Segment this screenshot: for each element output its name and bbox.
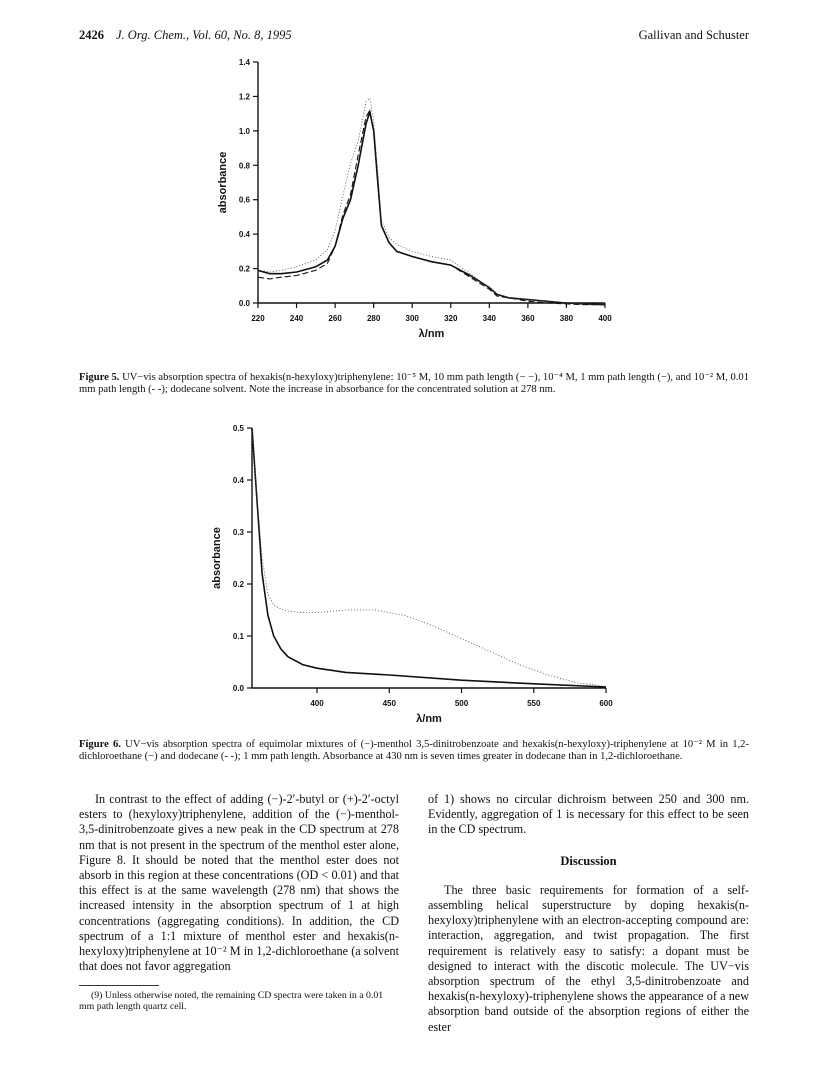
figure-6-label: Figure 6. [79, 739, 121, 750]
footnote: (9) Unless otherwise noted, the remaining CD spectra were taken in a 0.01 mm path length quartz cell. [79, 990, 384, 1013]
x-tick-label: 320 [444, 314, 458, 323]
series-line-dotted [252, 428, 606, 686]
running-authors: Gallivan and Schuster [638, 28, 749, 42]
figure-6-caption [79, 739, 749, 764]
y-tick-label: 0.2 [238, 264, 250, 274]
left-column [79, 792, 399, 974]
x-tick-label: 220 [251, 314, 265, 323]
right-paragraph-2: The three basic requirements for formation of a self-assembling helical superstructure by doping hexakis(n-hexyloxy)triphenylene with an electron-accepting compound are: interaction, aggregation, and twist propagation. The first requirement is relatively easy to satisfy: a dopant must be designed to interact with the discotic molecule. The UV−vis absorption spectrum of the ethyl 3,5-dinitrobenzoate and hexakis(n-hexyloxy)-triphenylene shows the appearance of a new absorption band outside of the absorption regions of either the ester [428, 882, 749, 1034]
x-tick-label: 260 [328, 314, 342, 323]
y-tick-label: 0.5 [232, 424, 244, 433]
y-tick-label: 0.0 [232, 684, 244, 693]
figure-5-chart [200, 50, 640, 370]
page-number: 2426 [79, 28, 104, 42]
y-axis-label: absorbance [217, 151, 229, 214]
x-tick-label: 400 [598, 314, 612, 323]
y-tick-label: 0.1 [232, 632, 244, 641]
y-tick-label: 0.3 [232, 528, 244, 537]
x-axis-label: λ/nm [418, 328, 445, 340]
right-column [428, 792, 749, 1035]
x-tick-label: 400 [310, 699, 324, 708]
figure-5-caption-text: UV−vis absorption spectra of hexakis(n-hexyloxy)triphenylene: 10⁻⁵ M, 10 mm path length (− −), 10⁻⁴ M, 1 mm path length (−), and 10⁻² M, 0.01 mm path length (- -); dodecane solvent. Note the increase in absorbance for the concentrated solution at 278 nm. [79, 372, 749, 396]
section-heading-discussion: Discussion [560, 853, 617, 868]
x-tick-label: 280 [366, 314, 381, 323]
x-tick-label: 300 [405, 314, 419, 323]
y-tick-label: 0.4 [238, 230, 250, 240]
x-tick-label: 360 [521, 314, 535, 323]
x-tick-label: 240 [289, 314, 304, 323]
left-paragraph: In contrast to the effect of adding (−)-2′-butyl or (+)-2′-octyl esters to (hexyloxy)triphenylene, addition of the (−)-menthol-3,5-dinitrobenzoate gives a new peak in the CD spectrum at 278 nm that is not present in the spectrum of the menthol ester alone, Figure 8. It should be noted that the menthol ester does not absorb in this region at these concentrations (OD < 0.01) and that this effect is at the same wavelength (278 nm) that shows the increased intensity in the absorption spectrum of 1 at high concentrations (aggregating conditions). In addition, the CD spectrum of a 1:1 mixture of menthol ester and hexakis(n-hexyloxy)triphenylene at 10⁻² M in 1,2-dichloroethane (a solvent that does not favor aggregation [79, 792, 399, 974]
y-tick-label: 0.2 [232, 580, 244, 589]
figure-6-chart [200, 418, 640, 733]
right-paragraph-1: of 1) shows no circular dichroism between 250 and 300 nm. Evidently, aggregation of 1 is necessary for this effect to be seen in the CD spectrum. [428, 792, 749, 837]
figure-5-label: Figure 5. [79, 372, 120, 383]
y-tick-label: 1.0 [238, 126, 250, 136]
x-tick-label: 380 [559, 314, 574, 323]
y-axis-label: absorbance [211, 527, 223, 589]
x-tick-label: 600 [599, 699, 613, 708]
figure-6-caption-text: UV−vis absorption spectra of equimolar mixtures of (−)-menthol 3,5-dinitrobenzoate and hexakis(n-hexyloxy)-triphenylene at 10⁻² M in 1,2-dichloroethane (−) and dodecane (- -); 1 mm path length. Absorbance at 430 nm is seven times greater in dodecane than in 1,2-dichloroethane. [79, 739, 749, 763]
y-tick-label: 0.0 [238, 299, 250, 308]
figure-5-caption [79, 372, 749, 397]
series-line-dashed [258, 110, 605, 305]
y-tick-label: 0.4 [232, 476, 244, 485]
journal-citation: J. Org. Chem., Vol. 60, No. 8, 1995 [116, 28, 292, 42]
y-tick-label: 1.2 [238, 92, 250, 102]
y-tick-label: 0.6 [238, 195, 250, 205]
series-line-solid [252, 428, 606, 687]
x-tick-label: 500 [454, 699, 469, 708]
x-tick-label: 450 [382, 699, 396, 708]
series-line-dotted [258, 98, 605, 305]
x-axis-label: λ/nm [416, 713, 442, 725]
series-line-solid [258, 112, 605, 305]
footnote-rule [79, 985, 159, 986]
y-tick-label: 0.8 [238, 161, 250, 171]
y-tick-label: 1.4 [238, 58, 250, 67]
x-tick-label: 340 [482, 314, 497, 323]
x-tick-label: 550 [527, 699, 541, 708]
